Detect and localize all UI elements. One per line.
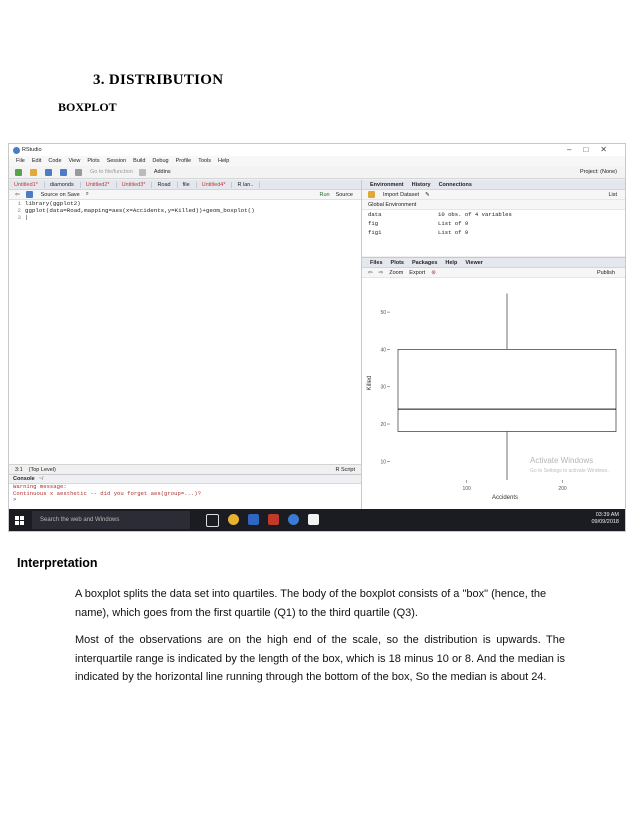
- chrome-icon[interactable]: [228, 514, 239, 525]
- menu-item-build[interactable]: Build: [133, 158, 146, 164]
- search-icon[interactable]: ⌕: [85, 191, 89, 197]
- editor-tab[interactable]: Untitled1*: [12, 182, 45, 188]
- plot-tab-packages[interactable]: Packages: [412, 259, 438, 266]
- menu-item-session[interactable]: Session: [106, 158, 127, 164]
- filetype-selector[interactable]: R Script: [335, 466, 355, 473]
- editor-tab[interactable]: diamonds: [48, 182, 81, 188]
- code-line: [9, 208, 361, 215]
- line-number: 3: [17, 213, 21, 221]
- x-axis-label: Accidents: [491, 495, 519, 501]
- section-heading: 3. DISTRIBUTION: [93, 72, 224, 88]
- rstudio-screenshot: [8, 143, 626, 532]
- acrobat-icon[interactable]: [268, 514, 279, 525]
- code-text: |: [25, 213, 29, 221]
- boxplot-chart: [362, 278, 626, 508]
- save-all-icon[interactable]: [60, 169, 67, 176]
- menu-item-profile[interactable]: Profile: [175, 158, 192, 164]
- menu-item-edit[interactable]: Edit: [31, 158, 42, 164]
- code-area[interactable]: [9, 201, 361, 221]
- interpretation-paragraph-2: Most of the observations are on the high end of the scale, so the distribution is upwards. The interquartile range is indicated by the length of the box, which is 18 minus 10 or 8. And the median is indicated by the horizontal line running through the bottom of the box, So the median is about 24.: [75, 634, 565, 683]
- env-var-name: data: [368, 211, 382, 218]
- menu-item-file[interactable]: File: [16, 158, 25, 164]
- y-tick-label: 50: [380, 310, 386, 317]
- plots-pane: [362, 257, 625, 510]
- plot-toolbar: [362, 268, 625, 278]
- editor-tab[interactable]: Untitled2*: [84, 182, 117, 188]
- window-controls[interactable]: –□✕: [567, 145, 619, 154]
- editor-tab[interactable]: R lan..: [235, 182, 260, 188]
- zoom-button[interactable]: Zoom: [389, 269, 404, 276]
- env-var-name: fig1: [368, 229, 382, 236]
- line-number: 1: [17, 200, 21, 207]
- source-editor-pane: [9, 180, 362, 474]
- plot-tab-viewer[interactable]: Viewer: [465, 259, 483, 266]
- plot-tab-plots[interactable]: Plots: [390, 259, 404, 266]
- y-axis-label: Killed: [367, 375, 373, 391]
- editor-tab[interactable]: Untitled3*: [120, 182, 153, 188]
- env-tabs: [362, 180, 625, 190]
- scope-selector[interactable]: (Top Level): [28, 466, 56, 473]
- editor-tab[interactable]: Road: [155, 182, 177, 188]
- console-path: ~/: [38, 476, 44, 482]
- taskbar-search-input[interactable]: Search the web and Windows: [32, 511, 190, 529]
- menu-item-help[interactable]: Help: [218, 158, 230, 164]
- plot-tab-files[interactable]: Files: [370, 259, 383, 266]
- plot-tab-help[interactable]: Help: [445, 259, 458, 266]
- menu-item-tools[interactable]: Tools: [198, 158, 212, 164]
- env-table: [362, 210, 625, 237]
- load-workspace-icon[interactable]: [368, 191, 375, 198]
- rstudio-taskbar-icon[interactable]: [288, 514, 299, 525]
- console-line: Continuous x aesthetic -- did you forget aes(group=...)?: [13, 489, 201, 497]
- x-tick-label: 200: [558, 486, 567, 492]
- console-output[interactable]: [9, 484, 361, 504]
- new-file-icon[interactable]: [15, 169, 22, 176]
- console-line: Warning message:: [13, 483, 67, 490]
- menu-item-code[interactable]: Code: [48, 158, 62, 164]
- photos-icon[interactable]: [308, 514, 319, 525]
- word-icon[interactable]: [248, 514, 259, 525]
- remove-plot-icon[interactable]: ⊗: [431, 269, 436, 276]
- y-tick-label: 40: [380, 347, 386, 354]
- interpretation-heading: Interpretation: [17, 556, 98, 570]
- subsection-heading: BOXPLOT: [58, 100, 117, 114]
- env-toolbar: [362, 190, 625, 200]
- publish-button[interactable]: Publish: [596, 269, 615, 276]
- global-env-selector[interactable]: Global Environment: [368, 201, 417, 208]
- source-on-save-checkbox[interactable]: Source on Save: [40, 191, 80, 198]
- source-button[interactable]: Source: [335, 191, 353, 198]
- plot-tabs: [362, 258, 625, 268]
- open-folder-icon[interactable]: [30, 169, 37, 176]
- print-icon[interactable]: [75, 169, 82, 176]
- export-menu[interactable]: Export: [409, 269, 426, 276]
- tab-history[interactable]: History: [411, 181, 431, 188]
- list-view-menu[interactable]: List: [608, 191, 617, 198]
- windows-start-icon[interactable]: [15, 516, 24, 525]
- clock-date: 09/09/2018: [591, 519, 619, 525]
- code-text: library(ggplot2): [25, 200, 81, 207]
- code-line: [9, 215, 361, 222]
- addins-menu[interactable]: Addins: [153, 169, 171, 175]
- code-text: ggplot(data=Road,mapping=aes(x=Accidents,y=Killed))+geom_boxplot(): [25, 206, 255, 214]
- run-button[interactable]: Run: [319, 191, 330, 198]
- env-var-value: List of 9: [438, 220, 469, 227]
- interpretation-paragraph-1: A boxplot splits the data set into quartiles. The body of the boxplot consists of a "box" (hence, the name), which goes from the first quartile (Q1) to the third quartile (Q3).: [75, 588, 547, 619]
- env-scope-bar: [362, 200, 625, 210]
- editor-tabs: [9, 180, 361, 190]
- next-plot-icon[interactable]: ⇨: [378, 269, 384, 276]
- prev-plot-icon[interactable]: ⇦: [368, 269, 373, 276]
- rstudio-logo-icon: [13, 147, 20, 154]
- env-row[interactable]: [362, 219, 625, 228]
- menu-item-debug[interactable]: Debug: [152, 158, 169, 164]
- editor-status-bar: [9, 464, 361, 474]
- console-pane: [9, 474, 362, 510]
- save-icon[interactable]: [45, 169, 52, 176]
- activate-windows-subtitle: Go to Settings to activate Windows.: [530, 468, 609, 474]
- taskbar-apps: [206, 514, 328, 527]
- env-var-name: fig: [368, 220, 379, 227]
- task-view-icon[interactable]: [206, 514, 219, 527]
- main-toolbar: [9, 166, 625, 179]
- window-title: RStudio: [22, 147, 42, 153]
- env-row[interactable]: [362, 228, 625, 237]
- clock-time: 03:39 AM: [595, 512, 619, 518]
- y-tick-label: 20: [380, 422, 386, 429]
- windows-taskbar: [9, 509, 625, 531]
- tab-environment[interactable]: Environment: [370, 181, 404, 188]
- y-tick-label: 10: [380, 459, 386, 466]
- menu-item-plots[interactable]: Plots: [87, 158, 100, 164]
- box-body: [398, 349, 616, 431]
- back-arrow-icon[interactable]: ⇦: [15, 191, 20, 198]
- editor-tab[interactable]: file: [181, 182, 197, 188]
- environment-pane: [362, 180, 625, 256]
- save-file-icon[interactable]: [26, 191, 33, 198]
- activate-windows-title: Activate Windows: [530, 456, 594, 465]
- y-tick-label: 30: [380, 384, 386, 391]
- editor-tab[interactable]: Untitled4*: [200, 182, 233, 188]
- project-menu[interactable]: Project: (None): [580, 169, 617, 175]
- goto-file-input[interactable]: Go to file/function: [90, 169, 133, 175]
- env-var-value: List of 9: [438, 229, 469, 236]
- env-var-value: 10 obs. of 4 variables: [438, 211, 512, 218]
- grid-icon[interactable]: [139, 169, 146, 176]
- console-prompt[interactable]: >: [13, 496, 17, 503]
- x-tick-label: 100: [462, 486, 471, 492]
- menu-bar: [9, 156, 625, 166]
- env-row[interactable]: [362, 210, 625, 219]
- editor-toolbar: [9, 190, 361, 200]
- tab-connections[interactable]: Connections: [438, 181, 472, 188]
- import-dataset-button[interactable]: Import Dataset: [383, 191, 420, 198]
- broom-icon[interactable]: ✎: [425, 191, 430, 198]
- console-title: Console: [13, 476, 35, 482]
- menu-item-view[interactable]: View: [68, 158, 81, 164]
- line-number: 2: [17, 206, 21, 214]
- system-clock[interactable]: [591, 512, 619, 526]
- cursor-position: 3:1: [15, 466, 23, 473]
